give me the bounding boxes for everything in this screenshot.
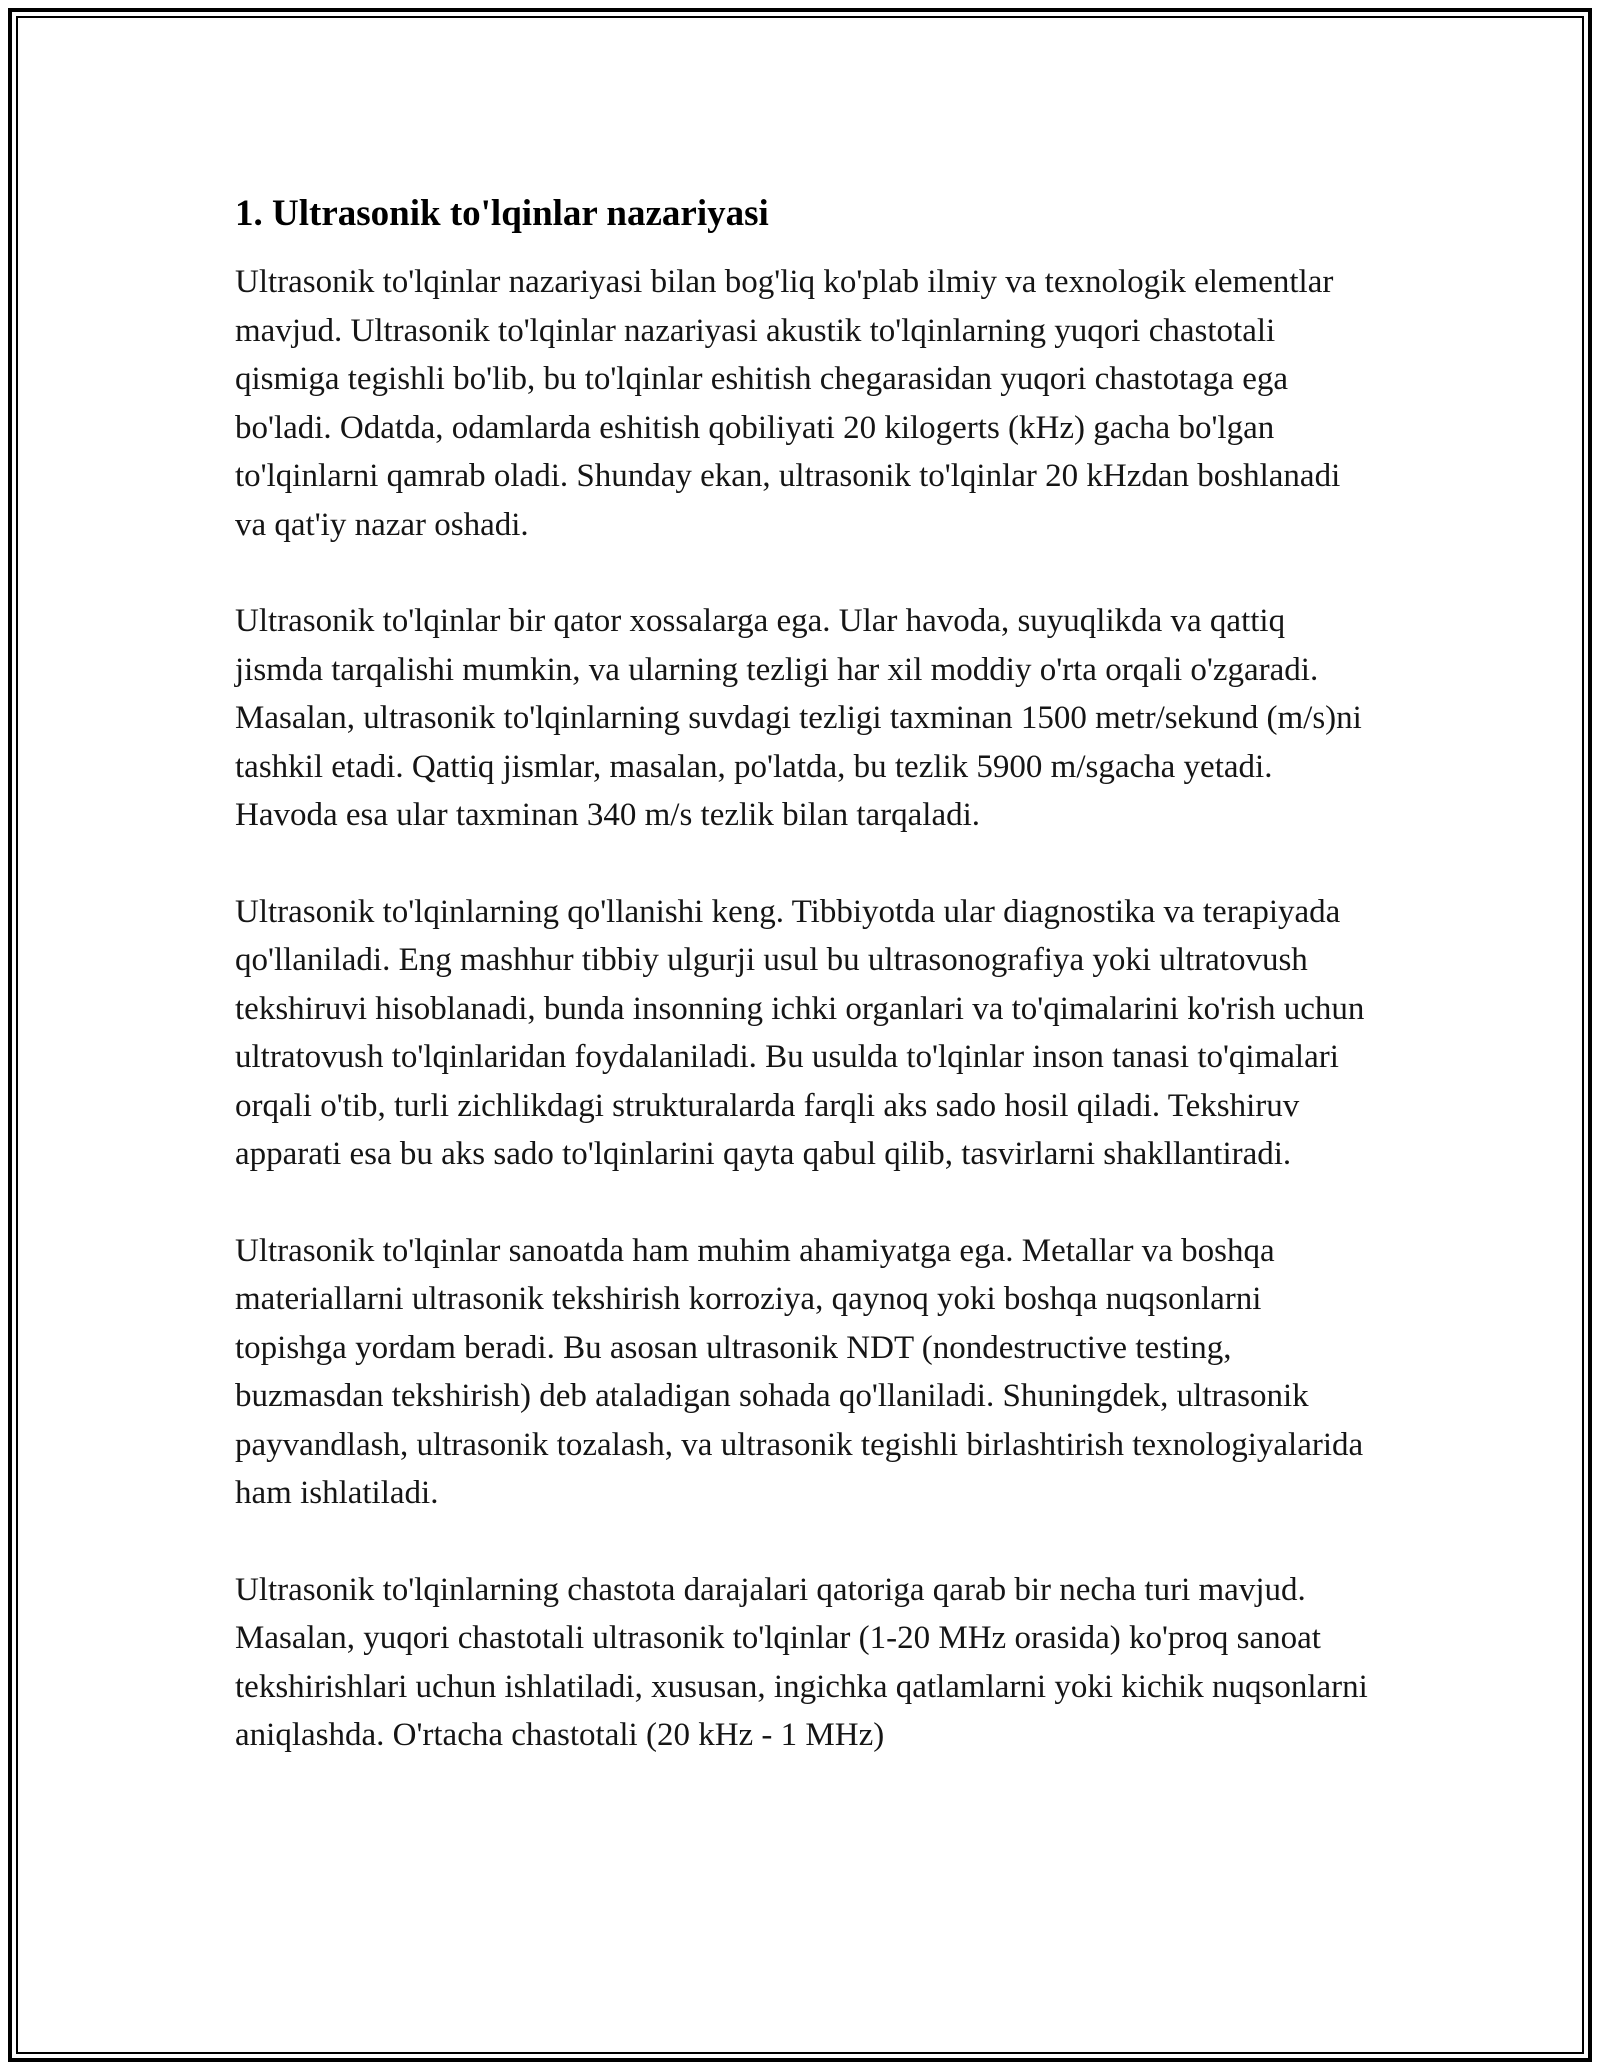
paragraph-medical-applications: Ultrasonik to'lqinlarning qo'llanishi keng. Tibbiyotda ular diagnostika va terapiyada qo'llaniladi. Eng mashhur tibbiy ulgurji usul bu ultrasonografiya yoki ultratovush tekshiruvi hisoblanadi, bunda insonning ichki organlari va to'qimalarini ko'rish uchun ultratovush to'lqinlaridan foydalaniladi. Bu usulda to'lqinlar inson tanasi to'qimalari orqali o'tib, turli zichlikdagi strukturalarda farqli aks sado hosil qiladi. Tekshiruv apparati esa bu aks sado to'lqinlarini qayta qabul qilib, tasvirlarni shakllantiradi.: [235, 893, 1365, 1172]
paragraph-industrial-applications: Ultrasonik to'lqinlar sanoatda ham muhim ahamiyatga ega. Metallar va boshqa materiallarni ultrasonik tekshirish korroziya, qaynoq yoki boshqa nuqsonlarni topishga yordam beradi. Bu asosan ultrasonik NDT (nondestructive testing, buzmasdan tekshirish) deb ataladigan sohada qo'llaniladi. Shuningdek, ultrasonik payvandlash, ultrasonik tozalash, va ultrasonik tegishli birlashtirish texnologiyalarida ham ishlatiladi.: [235, 1232, 1364, 1511]
section-heading: 1. Ultrasonik to'lqinlar nazariyasi: [235, 193, 769, 234]
document-body: [235, 190, 1375, 1808]
paragraph-theory-intro: Ultrasonik to'lqinlar nazariyasi bilan bog'liq ko'plab ilmiy va texnologik elementlar mavjud. Ultrasonik to'lqinlar nazariyasi akustik to'lqinlarning yuqori chastotali qismiga tegishli bo'lib, bu to'lqinlar eshitish chegarasidan yuqori chastotaga ega bo'ladi. Odatda, odamlarda eshitish qobiliyati 20 kilogerts (kHz) gacha bo'lgan to'lqinlarni qamrab oladi. Shunday ekan, ultrasonik to'lqinlar 20 kHzdan boshlanadi va qat'iy nazar oshadi.: [235, 264, 1341, 543]
paragraph-properties: Ultrasonik to'lqinlar bir qator xossalarga ega. Ular havoda, suyuqlikda va qattiq jismda tarqalishi mumkin, va ularning tezligi har xil moddiy o'rta orqali o'zgaradi. Masalan, ultrasonik to'lqinlarning suvdagi tezligi taxminan 1500 metr/sekund (m/s)ni tashkil etadi. Qattiq jismlar, masalan, po'latda, bu tezlik 5900 m/sgacha yetadi. Havoda esa ular taxminan 340 m/s tezlik bilan tarqaladi.: [235, 603, 1362, 833]
paragraph-frequency-types: Ultrasonik to'lqinlarning chastota darajalari qatoriga qarab bir necha turi mavjud. Masalan, yuqori chastotali ultrasonik to'lqinlar (1-20 MHz orasida) ko'proq sanoat tekshirishlari uchun ishlatiladi, xususan, ingichka qatlamlarni yoki kichik nuqsonlarni aniqlashda. O'rtacha chastotali (20 kHz - 1 MHz): [235, 1571, 1368, 1753]
